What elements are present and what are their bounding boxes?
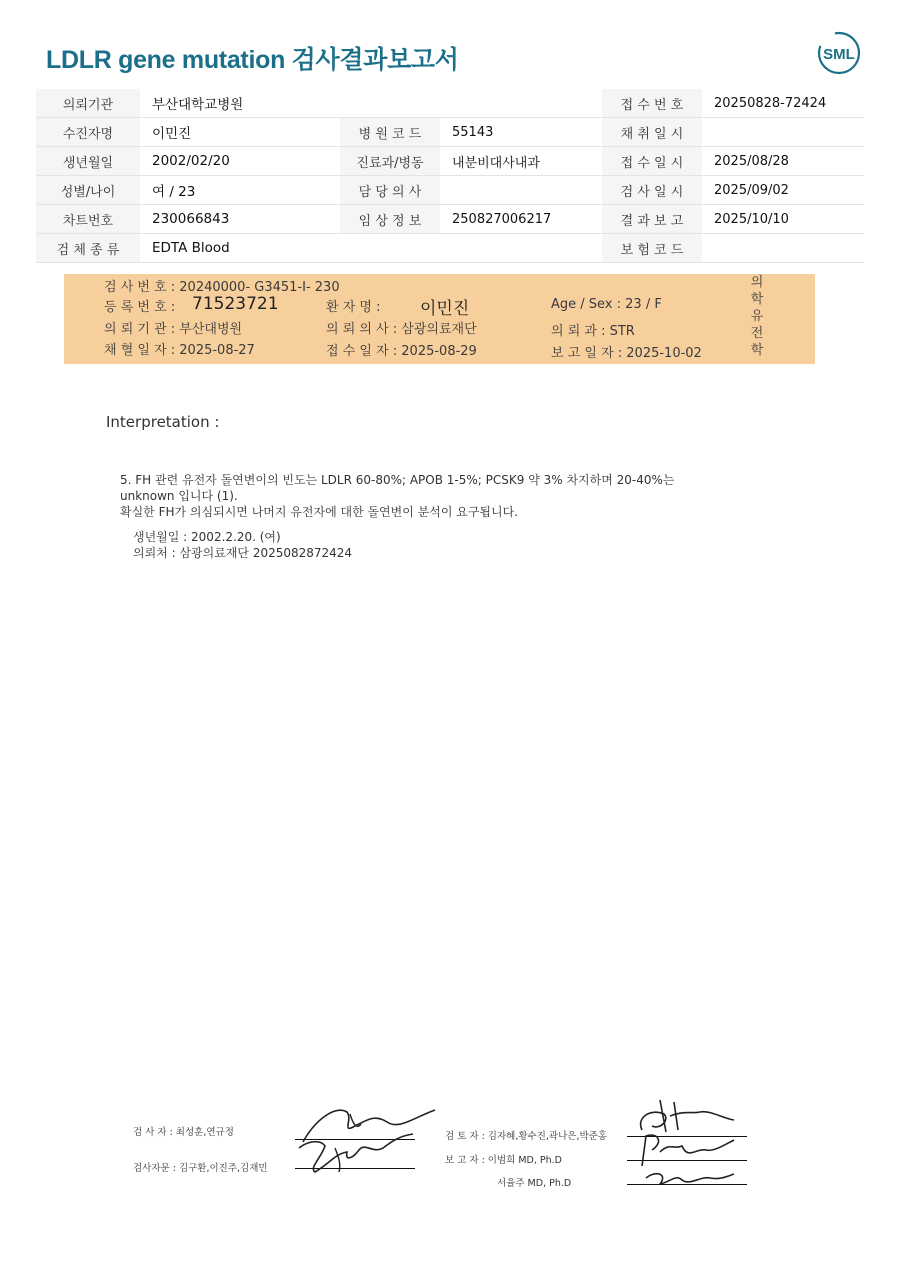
age-sex: Age / Sex : 23 / F	[551, 297, 662, 312]
info-label: 담 당 의 사	[340, 176, 440, 205]
advisor-names: 검사자문 : 김구환,이진주,김재민	[133, 1163, 268, 1174]
info-label: 차트번호	[36, 205, 140, 234]
info-label: 의뢰기관	[36, 89, 140, 118]
info-value: 250827006217	[440, 205, 602, 234]
info-value: EDTA Blood	[140, 234, 340, 263]
info-label: 병 원 코 드	[340, 118, 440, 147]
reporter-signature	[630, 1130, 740, 1190]
info-value: 2025/10/10	[702, 205, 864, 234]
examiner-names: 검 사 자 : 최성훈,연규정	[133, 1127, 234, 1138]
registration-number: 71523721	[192, 294, 279, 314]
info-value	[440, 89, 602, 118]
reporter-second-names: 서율주 MD, Ph.D	[497, 1178, 572, 1189]
advisor-signature	[295, 1128, 425, 1176]
sml-logo	[816, 30, 862, 76]
meta-requester: 의뢰처 : 삼광의료재단 2025082872424	[133, 546, 353, 560]
info-value: 이민진	[140, 118, 340, 147]
info-label: 검 체 종 류	[36, 234, 140, 263]
receipt-date: 접 수 일 자 : 2025-08-29	[326, 344, 477, 359]
info-label: 성별/나이	[36, 176, 140, 205]
info-value: 내분비대사내과	[440, 147, 602, 176]
info-value: 2025/08/28	[702, 147, 864, 176]
info-label	[340, 234, 440, 263]
info-value: 부산대학교병원	[140, 89, 340, 118]
info-label: 접 수 번 호	[602, 89, 702, 118]
logo-text: SML	[823, 46, 855, 63]
scanned-report-header	[64, 274, 815, 364]
interpretation-line: 확실한 FH가 의심되시면 나머지 유전자에 대한 돌연변이 분석이 요구됩니다.	[120, 505, 519, 519]
info-value	[440, 234, 602, 263]
info-row	[36, 176, 864, 205]
info-row	[36, 147, 864, 176]
info-label: 생년월일	[36, 147, 140, 176]
reviewer-names: 검 토 자 : 김자혜,황수진,곽나은,박준홍	[445, 1131, 607, 1142]
sample-meta	[133, 529, 352, 561]
reporter-names: 보 고 자 : 이범희 MD, Ph.D	[445, 1155, 562, 1166]
info-row	[36, 205, 864, 234]
info-value: 2025/09/02	[702, 176, 864, 205]
info-label	[340, 89, 440, 118]
info-value: 230066843	[140, 205, 340, 234]
info-value: 여 / 23	[140, 176, 340, 205]
info-label: 진료과/병동	[340, 147, 440, 176]
patient-name: 이민진	[420, 299, 470, 319]
info-label: 임 상 정 보	[340, 205, 440, 234]
info-value	[702, 118, 864, 147]
info-row	[36, 234, 864, 263]
info-label: 채 취 일 시	[602, 118, 702, 147]
info-value	[702, 234, 864, 263]
blood-draw-date: 채 혈 일 자 : 2025-08-27	[104, 343, 255, 358]
info-value	[440, 176, 602, 205]
meta-birthdate: 생년월일 : 2002.2.20. (여)	[133, 530, 281, 544]
info-label: 보 험 코 드	[602, 234, 702, 263]
requesting-doctor: 의 뢰 의 사 : 삼광의료재단	[326, 322, 477, 337]
report-date: 보 고 일 자 : 2025-10-02	[551, 346, 702, 361]
patient-info-table	[36, 89, 864, 263]
info-row	[36, 89, 864, 118]
info-label: 접 수 일 시	[602, 147, 702, 176]
info-label: 결 과 보 고	[602, 205, 702, 234]
requesting-department: 의 뢰 과 : STR	[551, 324, 635, 339]
info-label: 수진자명	[36, 118, 140, 147]
interpretation-line: unknown 입니다 (1).	[120, 489, 238, 503]
patient-name-label: 환 자 명 :	[326, 300, 381, 315]
report-title: LDLR gene mutation 검사결과보고서	[46, 46, 459, 74]
test-number: 검 사 번 호 : 20240000- G3451-I- 230	[104, 280, 340, 295]
info-label: 검 사 일 시	[602, 176, 702, 205]
info-value: 55143	[440, 118, 602, 147]
interpretation-line: 5. FH 관련 유전자 돌연변이의 빈도는 LDLR 60-80%; APOB 1-5%; PCSK9 약 3% 차지하며 20-40%는	[120, 473, 675, 487]
interpretation-label: Interpretation :	[106, 413, 220, 431]
registration-label: 등 록 번 호 :	[104, 300, 176, 315]
info-row	[36, 118, 864, 147]
requesting-institution: 의 뢰 기 관 : 부산대병원	[104, 322, 243, 337]
info-value: 2002/02/20	[140, 147, 340, 176]
info-value: 20250828-72424	[702, 89, 864, 118]
interpretation-text	[120, 472, 675, 520]
medical-genetics-label: 의학유전학	[750, 275, 764, 358]
